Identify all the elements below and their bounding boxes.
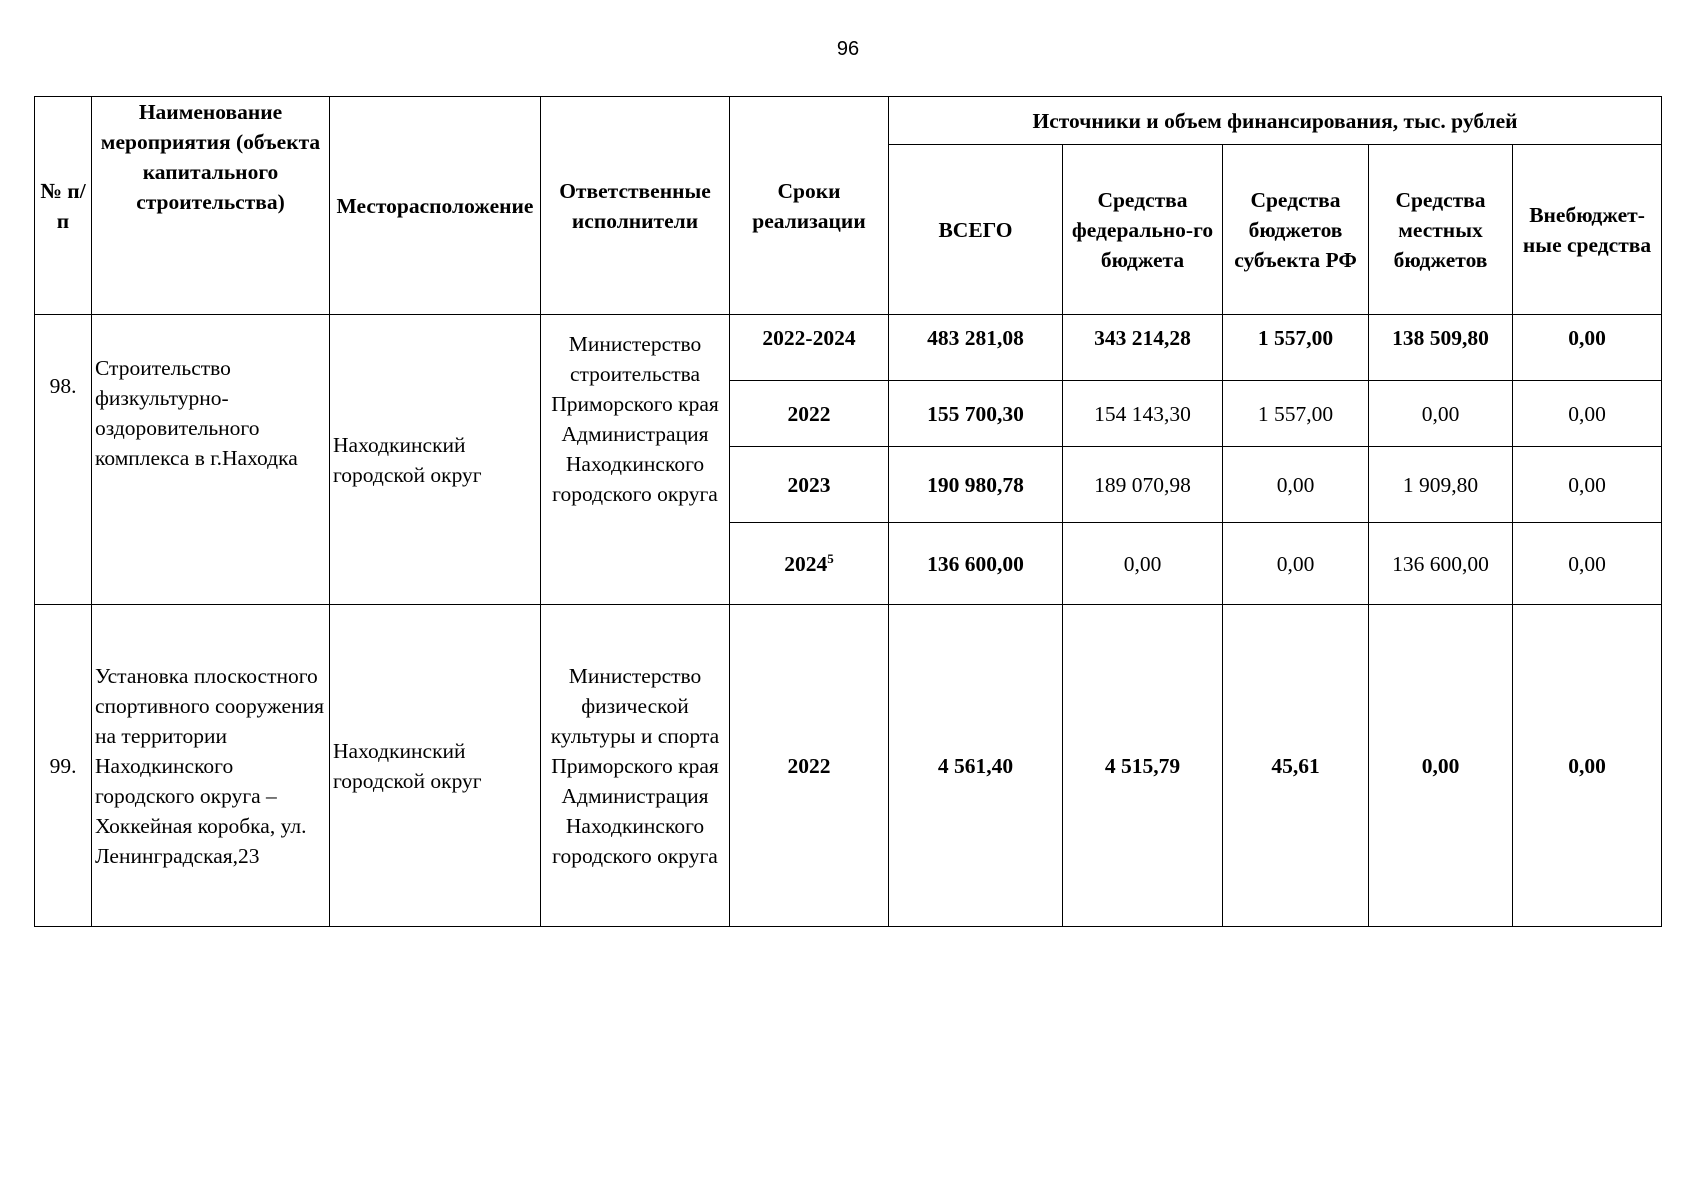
header-total: ВСЕГО [889,145,1063,315]
funding-table [34,96,1662,927]
regional-value: 1 557,00 [1223,315,1369,381]
period: 2022 [730,381,889,447]
total-value: 155 700,30 [889,381,1063,447]
regional-value: 0,00 [1223,447,1369,523]
header-federal: Средства федерально-го бюджета [1063,145,1223,315]
header-local: Средства местных бюджетов [1369,145,1513,315]
header-name: Наименование мероприятия (объекта капитального строительства) [92,97,330,315]
header-row-top [35,97,1662,145]
footnote-marker: 5 [827,550,834,566]
location: Находкинский городской округ [330,315,541,605]
row-number: 99. [35,605,92,927]
total-value: 483 281,08 [889,315,1063,381]
header-extra: Внебюджет-ные средства [1513,145,1662,315]
period: 2023 [730,447,889,523]
local-value: 138 509,80 [1369,315,1513,381]
local-value: 1 909,80 [1369,447,1513,523]
period-cell [730,523,889,605]
regional-value: 45,61 [1223,605,1369,927]
table-row [35,605,1662,927]
federal-value: 4 515,79 [1063,605,1223,927]
regional-value: 0,00 [1223,523,1369,605]
total-value: 136 600,00 [889,523,1063,605]
federal-value: 189 070,98 [1063,447,1223,523]
responsible: Министерство строительства Приморского края Администрация Находкинского городского округа [541,315,730,605]
period: 2024 [784,551,828,576]
federal-value: 154 143,30 [1063,381,1223,447]
period: 2022 [730,605,889,927]
regional-value: 1 557,00 [1223,381,1369,447]
extra-value: 0,00 [1513,605,1662,927]
header-location: Месторасположение [330,97,541,315]
header-funding-group: Источники и объем финансирования, тыс. рублей [889,97,1662,145]
header-responsible: Ответственные исполнители [541,97,730,315]
extra-value: 0,00 [1513,447,1662,523]
page-number: 96 [836,38,860,60]
header-regional: Средства бюджетов субъекта РФ [1223,145,1369,315]
local-value: 0,00 [1369,381,1513,447]
row-number: 98. [35,315,92,605]
table-row [35,315,1662,381]
header-num: № п/п [35,97,92,315]
event-name: Строительство физкультурно-оздоровительного комплекса в г.Находка [92,315,330,605]
total-value: 190 980,78 [889,447,1063,523]
total-value: 4 561,40 [889,605,1063,927]
period: 2022-2024 [730,315,889,381]
extra-value: 0,00 [1513,523,1662,605]
responsible: Министерство физической культуры и спорта Приморского края Администрация Находкинского городского округа [541,605,730,927]
federal-value: 343 214,28 [1063,315,1223,381]
extra-value: 0,00 [1513,381,1662,447]
location: Находкинский городской округ [330,605,541,927]
federal-value: 0,00 [1063,523,1223,605]
extra-value: 0,00 [1513,315,1662,381]
local-value: 0,00 [1369,605,1513,927]
local-value: 136 600,00 [1369,523,1513,605]
header-period: Сроки реализации [730,97,889,315]
event-name: Установка плоскостного спортивного сооружения на территории Находкинского городского округа – Хоккейная коробка, ул. Ленинградская,23 [92,605,330,927]
